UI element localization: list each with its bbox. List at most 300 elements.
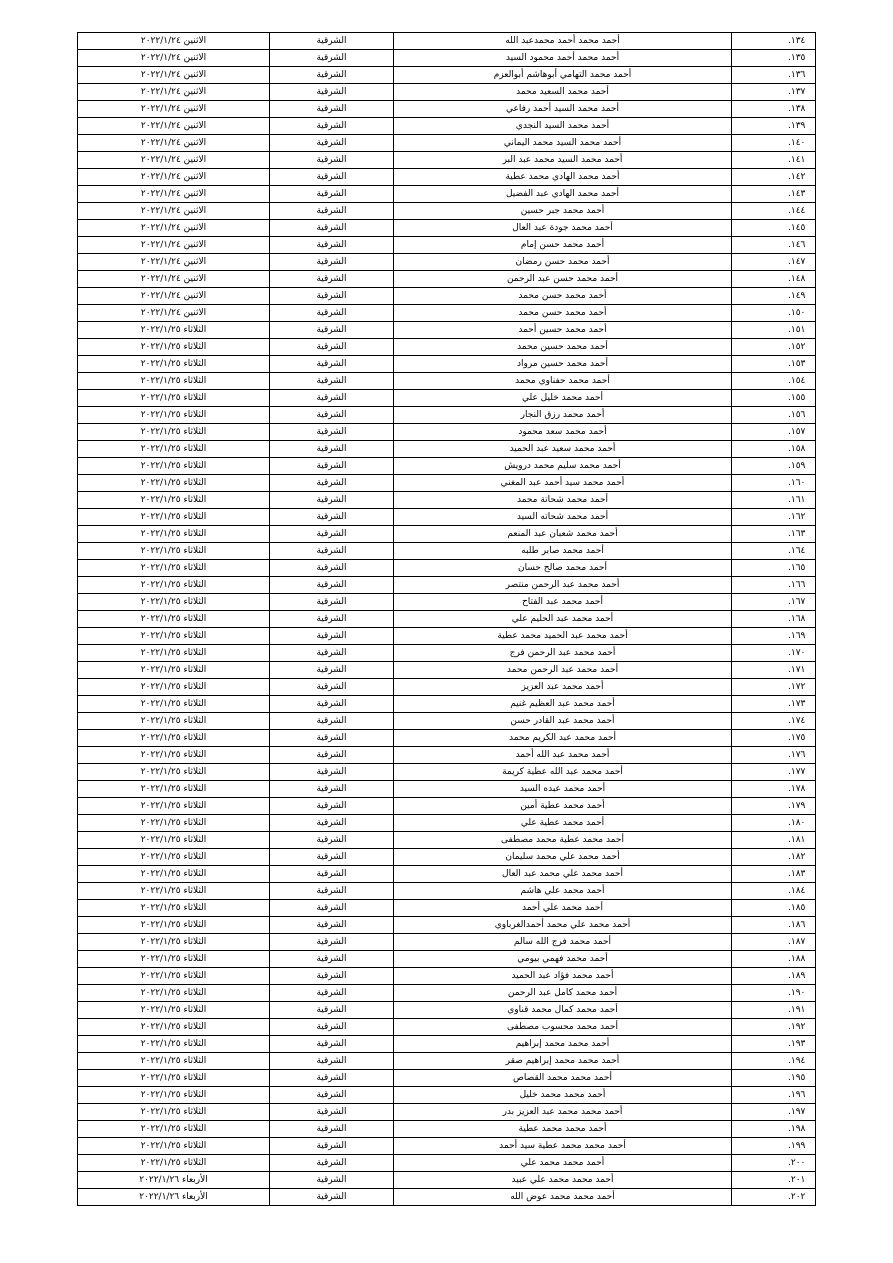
governorate-cell: الشرقية	[270, 305, 394, 322]
serial-number-cell: ١٤٢.	[732, 169, 816, 186]
name-cell: أحمد محمد علي محمد سليمان	[394, 849, 732, 866]
table-row	[78, 288, 816, 305]
date-cell: الاثنين ٢٠٢٢/١/٢٤	[78, 152, 270, 169]
date-cell: الاثنين ٢٠٢٢/١/٢٤	[78, 220, 270, 237]
table-row	[78, 968, 816, 985]
serial-number-cell: ١٥٣.	[732, 356, 816, 373]
table-row	[78, 1104, 816, 1121]
governorate-cell: الشرقية	[270, 356, 394, 373]
governorate-cell: الشرقية	[270, 849, 394, 866]
serial-number-cell: ١٥٨.	[732, 441, 816, 458]
table-row	[78, 101, 816, 118]
date-cell: الثلاثاء ٢٠٢٢/١/٢٥	[78, 475, 270, 492]
name-cell: أحمد محمد حسن إمام	[394, 237, 732, 254]
serial-number-cell: ١٤٨.	[732, 271, 816, 288]
table-row	[78, 543, 816, 560]
table-row	[78, 1189, 816, 1206]
serial-number-cell: ١٨٨.	[732, 951, 816, 968]
serial-number-cell: ١٨٧.	[732, 934, 816, 951]
date-cell: الثلاثاء ٢٠٢٢/١/٢٥	[78, 458, 270, 475]
serial-number-cell: ١٦٨.	[732, 611, 816, 628]
name-cell: أحمد محمد حسن عبد الرحمن	[394, 271, 732, 288]
name-cell: أحمد محمد محمد عوض الله	[394, 1189, 732, 1206]
date-cell: الثلاثاء ٢٠٢٢/١/٢٥	[78, 577, 270, 594]
governorate-cell: الشرقية	[270, 1019, 394, 1036]
name-cell: أحمد محمد محمد عطية سيد أحمد	[394, 1138, 732, 1155]
governorate-cell: الشرقية	[270, 322, 394, 339]
date-cell: الثلاثاء ٢٠٢٢/١/٢٥	[78, 390, 270, 407]
date-cell: الاثنين ٢٠٢٢/١/٢٤	[78, 203, 270, 220]
date-cell: الثلاثاء ٢٠٢٢/١/٢٥	[78, 900, 270, 917]
table-row	[78, 900, 816, 917]
date-cell: الاثنين ٢٠٢٢/١/٢٤	[78, 84, 270, 101]
name-cell: أحمد محمد أحمد محمدعبد الله	[394, 33, 732, 50]
date-cell: الثلاثاء ٢٠٢٢/١/٢٥	[78, 339, 270, 356]
serial-number-cell: ١٣٧.	[732, 84, 816, 101]
table-row	[78, 1172, 816, 1189]
table-row	[78, 713, 816, 730]
name-cell: أحمد محمد عبد الحميد محمد عطية	[394, 628, 732, 645]
governorate-cell: الشرقية	[270, 934, 394, 951]
table-row	[78, 390, 816, 407]
table-row	[78, 934, 816, 951]
governorate-cell: الشرقية	[270, 1104, 394, 1121]
serial-number-cell: ١٥٧.	[732, 424, 816, 441]
serial-number-cell: ٢٠١.	[732, 1172, 816, 1189]
serial-number-cell: ١٩٠.	[732, 985, 816, 1002]
date-cell: الاثنين ٢٠٢٢/١/٢٤	[78, 33, 270, 50]
name-cell: أحمد محمد حسن محمد	[394, 305, 732, 322]
governorate-cell: الشرقية	[270, 271, 394, 288]
name-cell: أحمد محمد عطية علي	[394, 815, 732, 832]
date-cell: الثلاثاء ٢٠٢٢/١/٢٥	[78, 492, 270, 509]
table-row	[78, 662, 816, 679]
governorate-cell: الشرقية	[270, 696, 394, 713]
name-cell: أحمد محمد سعد محمود	[394, 424, 732, 441]
table-row	[78, 866, 816, 883]
date-cell: الاثنين ٢٠٢٢/١/٢٤	[78, 237, 270, 254]
table-row	[78, 798, 816, 815]
governorate-cell: الشرقية	[270, 509, 394, 526]
date-cell: الثلاثاء ٢٠٢٢/١/٢٥	[78, 1002, 270, 1019]
table-row	[78, 271, 816, 288]
table-row	[78, 67, 816, 84]
serial-number-cell: ١٥١.	[732, 322, 816, 339]
governorate-cell: الشرقية	[270, 118, 394, 135]
table-row	[78, 985, 816, 1002]
name-cell: أحمد محمد فهمي بيومي	[394, 951, 732, 968]
table-row	[78, 764, 816, 781]
table-row	[78, 730, 816, 747]
name-cell: أحمد محمد عبد الكريم محمد	[394, 730, 732, 747]
serial-number-cell: ١٨٦.	[732, 917, 816, 934]
name-cell: أحمد محمد الهادي محمد عطية	[394, 169, 732, 186]
name-cell: أحمد محمد صابر طلبه	[394, 543, 732, 560]
date-cell: الثلاثاء ٢٠٢٢/١/٢٥	[78, 1087, 270, 1104]
serial-number-cell: ١٨٥.	[732, 900, 816, 917]
governorate-cell: الشرقية	[270, 135, 394, 152]
name-cell: أحمد محمد خليل علي	[394, 390, 732, 407]
governorate-cell: الشرقية	[270, 798, 394, 815]
governorate-cell: الشرقية	[270, 883, 394, 900]
date-cell: الثلاثاء ٢٠٢٢/١/٢٥	[78, 509, 270, 526]
date-cell: الاثنين ٢٠٢٢/١/٢٤	[78, 288, 270, 305]
name-cell: أحمد محمد محسوب مصطفى	[394, 1019, 732, 1036]
date-cell: الثلاثاء ٢٠٢٢/١/٢٥	[78, 628, 270, 645]
governorate-cell: الشرقية	[270, 390, 394, 407]
serial-number-cell: ٢٠٠.	[732, 1155, 816, 1172]
date-cell: الثلاثاء ٢٠٢٢/١/٢٥	[78, 1121, 270, 1138]
date-cell: الثلاثاء ٢٠٢٢/١/٢٥	[78, 849, 270, 866]
date-cell: الاثنين ٢٠٢٢/١/٢٤	[78, 118, 270, 135]
serial-number-cell: ١٣٤.	[732, 33, 816, 50]
serial-number-cell: ١٥٩.	[732, 458, 816, 475]
name-cell: أحمد محمد محمد علي عبيد	[394, 1172, 732, 1189]
name-cell: أحمد محمد حسن رمضان	[394, 254, 732, 271]
governorate-cell: الشرقية	[270, 611, 394, 628]
name-cell: أحمد محمد حسين أحمد	[394, 322, 732, 339]
serial-number-cell: ١٨٣.	[732, 866, 816, 883]
governorate-cell: الشرقية	[270, 1002, 394, 1019]
governorate-cell: الشرقية	[270, 543, 394, 560]
governorate-cell: الشرقية	[270, 1036, 394, 1053]
serial-number-cell: ١٨٤.	[732, 883, 816, 900]
name-cell: أحمد محمد جبر حسين	[394, 203, 732, 220]
name-cell: أحمد محمد محمد إبراهيم صقر	[394, 1053, 732, 1070]
date-cell: الثلاثاء ٢٠٢٢/١/٢٥	[78, 645, 270, 662]
date-cell: الاثنين ٢٠٢٢/١/٢٤	[78, 67, 270, 84]
date-cell: الثلاثاء ٢٠٢٢/١/٢٥	[78, 883, 270, 900]
serial-number-cell: ١٧١.	[732, 662, 816, 679]
serial-number-cell: ١٦٣.	[732, 526, 816, 543]
table-row	[78, 645, 816, 662]
serial-number-cell: ١٤٥.	[732, 220, 816, 237]
table-row	[78, 441, 816, 458]
governorate-cell: الشرقية	[270, 951, 394, 968]
name-cell: أحمد محمد محمد علي	[394, 1155, 732, 1172]
name-cell: أحمد محمد صالح حسان	[394, 560, 732, 577]
name-cell: أحمد محمد السعيد محمد	[394, 84, 732, 101]
governorate-cell: الشرقية	[270, 84, 394, 101]
roster-table	[77, 32, 816, 1206]
name-cell: أحمد محمد كمال محمد قناوي	[394, 1002, 732, 1019]
name-cell: أحمد محمد عبد القادر حسن	[394, 713, 732, 730]
name-cell: أحمد محمد التهامي أبوهاشم أبوالعزم	[394, 67, 732, 84]
serial-number-cell: ١٣٦.	[732, 67, 816, 84]
name-cell: أحمد محمد علي محمد أحمدالغرباوي	[394, 917, 732, 934]
table-row	[78, 560, 816, 577]
serial-number-cell: ١٧٦.	[732, 747, 816, 764]
table-row	[78, 1121, 816, 1138]
date-cell: الثلاثاء ٢٠٢٢/١/٢٥	[78, 594, 270, 611]
table-row	[78, 322, 816, 339]
governorate-cell: الشرقية	[270, 662, 394, 679]
name-cell: أحمد محمد محمد خليل	[394, 1087, 732, 1104]
table-row	[78, 33, 816, 50]
date-cell: الثلاثاء ٢٠٢٢/١/٢٥	[78, 611, 270, 628]
name-cell: أحمد محمد السيد محمد اليماني	[394, 135, 732, 152]
date-cell: الثلاثاء ٢٠٢٢/١/٢٥	[78, 764, 270, 781]
table-row	[78, 679, 816, 696]
table-row	[78, 509, 816, 526]
serial-number-cell: ١٧٩.	[732, 798, 816, 815]
name-cell: أحمد محمد علي أحمد	[394, 900, 732, 917]
table-row	[78, 50, 816, 67]
name-cell: أحمد محمد شعبان عبد المنعم	[394, 526, 732, 543]
name-cell: أحمد محمد الهادي عبد الفضيل	[394, 186, 732, 203]
serial-number-cell: ١٥٢.	[732, 339, 816, 356]
table-row	[78, 254, 816, 271]
serial-number-cell: ١٧٥.	[732, 730, 816, 747]
name-cell: أحمد محمد عبد الله أحمد	[394, 747, 732, 764]
serial-number-cell: ١٩٦.	[732, 1087, 816, 1104]
name-cell: أحمد محمد رزق النجار	[394, 407, 732, 424]
serial-number-cell: ١٤٩.	[732, 288, 816, 305]
date-cell: الاثنين ٢٠٢٢/١/٢٤	[78, 254, 270, 271]
date-cell: الثلاثاء ٢٠٢٢/١/٢٥	[78, 424, 270, 441]
date-cell: الاثنين ٢٠٢٢/١/٢٤	[78, 101, 270, 118]
governorate-cell: الشرقية	[270, 50, 394, 67]
table-row	[78, 577, 816, 594]
date-cell: الثلاثاء ٢٠٢٢/١/٢٥	[78, 815, 270, 832]
governorate-cell: الشرقية	[270, 1172, 394, 1189]
date-cell: الثلاثاء ٢٠٢٢/١/٢٥	[78, 560, 270, 577]
serial-number-cell: ١٣٩.	[732, 118, 816, 135]
date-cell: الثلاثاء ٢٠٢٢/١/٢٥	[78, 322, 270, 339]
table-row	[78, 526, 816, 543]
serial-number-cell: ١٦٥.	[732, 560, 816, 577]
governorate-cell: الشرقية	[270, 101, 394, 118]
serial-number-cell: ١٦٢.	[732, 509, 816, 526]
date-cell: الأربعاء ٢٠٢٢/١/٢٦	[78, 1172, 270, 1189]
table-row	[78, 849, 816, 866]
name-cell: أحمد محمد جودة عبد العال	[394, 220, 732, 237]
name-cell: أحمد محمد شحاتة محمد	[394, 492, 732, 509]
date-cell: الثلاثاء ٢٠٢٢/١/٢٥	[78, 1019, 270, 1036]
governorate-cell: الشرقية	[270, 237, 394, 254]
name-cell: أحمد محمد السيد أحمد رفاعي	[394, 101, 732, 118]
serial-number-cell: ١٣٨.	[732, 101, 816, 118]
governorate-cell: الشرقية	[270, 866, 394, 883]
serial-number-cell: ١٤٣.	[732, 186, 816, 203]
date-cell: الثلاثاء ٢٠٢٢/١/٢٥	[78, 968, 270, 985]
date-cell: الثلاثاء ٢٠٢٢/١/٢٥	[78, 1155, 270, 1172]
name-cell: أحمد محمد فرج الله سالم	[394, 934, 732, 951]
name-cell: أحمد محمد حفناوي محمد	[394, 373, 732, 390]
table-row	[78, 458, 816, 475]
governorate-cell: الشرقية	[270, 560, 394, 577]
serial-number-cell: ١٧٣.	[732, 696, 816, 713]
date-cell: الثلاثاء ٢٠٢٢/١/٢٥	[78, 526, 270, 543]
governorate-cell: الشرقية	[270, 1121, 394, 1138]
table-row	[78, 1036, 816, 1053]
table-row	[78, 781, 816, 798]
serial-number-cell: ١٨٠.	[732, 815, 816, 832]
governorate-cell: الشرقية	[270, 33, 394, 50]
name-cell: أحمد محمد حسن محمد	[394, 288, 732, 305]
table-row	[78, 696, 816, 713]
name-cell: أحمد محمد حسين محمد	[394, 339, 732, 356]
governorate-cell: الشرقية	[270, 67, 394, 84]
name-cell: أحمد محمد عبد الحليم علي	[394, 611, 732, 628]
date-cell: الثلاثاء ٢٠٢٢/١/٢٥	[78, 1053, 270, 1070]
serial-number-cell: ١٩٨.	[732, 1121, 816, 1138]
serial-number-cell: ١٥٥.	[732, 390, 816, 407]
table-row	[78, 832, 816, 849]
name-cell: أحمد محمد عبد الرحمن محمد	[394, 662, 732, 679]
name-cell: أحمد محمد علي هاشم	[394, 883, 732, 900]
name-cell: أحمد محمد عبد الله عطية كريمة	[394, 764, 732, 781]
governorate-cell: الشرقية	[270, 985, 394, 1002]
serial-number-cell: ١٣٥.	[732, 50, 816, 67]
serial-number-cell: ١٦٩.	[732, 628, 816, 645]
table-row	[78, 475, 816, 492]
governorate-cell: الشرقية	[270, 645, 394, 662]
governorate-cell: الشرقية	[270, 441, 394, 458]
table-row	[78, 237, 816, 254]
table-row	[78, 628, 816, 645]
table-row	[78, 1053, 816, 1070]
roster-sheet	[77, 32, 815, 1206]
governorate-cell: الشرقية	[270, 288, 394, 305]
date-cell: الثلاثاء ٢٠٢٢/١/٢٥	[78, 730, 270, 747]
table-row	[78, 747, 816, 764]
table-row	[78, 424, 816, 441]
table-row	[78, 1002, 816, 1019]
governorate-cell: الشرقية	[270, 747, 394, 764]
date-cell: الاثنين ٢٠٢٢/١/٢٤	[78, 186, 270, 203]
governorate-cell: الشرقية	[270, 407, 394, 424]
date-cell: الثلاثاء ٢٠٢٢/١/٢٥	[78, 866, 270, 883]
governorate-cell: الشرقية	[270, 917, 394, 934]
serial-number-cell: ١٤٦.	[732, 237, 816, 254]
name-cell: أحمد محمد عبد العظيم غنيم	[394, 696, 732, 713]
name-cell: أحمد محمد السيد النجدي	[394, 118, 732, 135]
table-row	[78, 186, 816, 203]
table-row	[78, 492, 816, 509]
governorate-cell: الشرقية	[270, 628, 394, 645]
date-cell: الثلاثاء ٢٠٢٢/١/٢٥	[78, 373, 270, 390]
date-cell: الثلاثاء ٢٠٢٢/١/٢٥	[78, 1070, 270, 1087]
table-row	[78, 305, 816, 322]
serial-number-cell: ١٤٧.	[732, 254, 816, 271]
table-row	[78, 1138, 816, 1155]
name-cell: أحمد محمد أحمد محمود السيد	[394, 50, 732, 67]
date-cell: الثلاثاء ٢٠٢٢/١/٢٥	[78, 1036, 270, 1053]
date-cell: الثلاثاء ٢٠٢٢/١/٢٥	[78, 662, 270, 679]
governorate-cell: الشرقية	[270, 458, 394, 475]
governorate-cell: الشرقية	[270, 594, 394, 611]
name-cell: أحمد محمد عطية أمين	[394, 798, 732, 815]
table-row	[78, 951, 816, 968]
serial-number-cell: ١٩٤.	[732, 1053, 816, 1070]
serial-number-cell: ٢٠٢.	[732, 1189, 816, 1206]
governorate-cell: الشرقية	[270, 373, 394, 390]
name-cell: أحمد محمد محمد إبراهيم	[394, 1036, 732, 1053]
table-row	[78, 1019, 816, 1036]
governorate-cell: الشرقية	[270, 152, 394, 169]
serial-number-cell: ١٩٧.	[732, 1104, 816, 1121]
name-cell: أحمد محمد حسين مرواد	[394, 356, 732, 373]
name-cell: أحمد محمد عبده السيد	[394, 781, 732, 798]
serial-number-cell: ١٥٤.	[732, 373, 816, 390]
table-row	[78, 1087, 816, 1104]
date-cell: الثلاثاء ٢٠٢٢/١/٢٥	[78, 696, 270, 713]
governorate-cell: الشرقية	[270, 832, 394, 849]
serial-number-cell: ١٩٣.	[732, 1036, 816, 1053]
governorate-cell: الشرقية	[270, 679, 394, 696]
name-cell: أحمد محمد سعيد عبد الحميد	[394, 441, 732, 458]
serial-number-cell: ١٦٧.	[732, 594, 816, 611]
table-row	[78, 356, 816, 373]
serial-number-cell: ١٥٠.	[732, 305, 816, 322]
table-row	[78, 815, 816, 832]
governorate-cell: الشرقية	[270, 1138, 394, 1155]
table-row	[78, 917, 816, 934]
governorate-cell: الشرقية	[270, 1087, 394, 1104]
serial-number-cell: ١٦٤.	[732, 543, 816, 560]
name-cell: أحمد محمد عطية محمد مصطفى	[394, 832, 732, 849]
name-cell: أحمد محمد عبد الرحمن منتصر	[394, 577, 732, 594]
table-row	[78, 118, 816, 135]
date-cell: الاثنين ٢٠٢٢/١/٢٤	[78, 169, 270, 186]
governorate-cell: الشرقية	[270, 169, 394, 186]
date-cell: الثلاثاء ٢٠٢٢/١/٢٥	[78, 781, 270, 798]
name-cell: أحمد محمد سيد أحمد عبد المغني	[394, 475, 732, 492]
date-cell: الأربعاء ٢٠٢٢/١/٢٦	[78, 1189, 270, 1206]
governorate-cell: الشرقية	[270, 968, 394, 985]
table-row	[78, 373, 816, 390]
date-cell: الثلاثاء ٢٠٢٢/١/٢٥	[78, 1138, 270, 1155]
table-row	[78, 1155, 816, 1172]
date-cell: الثلاثاء ٢٠٢٢/١/٢٥	[78, 1104, 270, 1121]
date-cell: الثلاثاء ٢٠٢٢/١/٢٥	[78, 798, 270, 815]
serial-number-cell: ١٧٠.	[732, 645, 816, 662]
governorate-cell: الشرقية	[270, 1070, 394, 1087]
date-cell: الثلاثاء ٢٠٢٢/١/٢٥	[78, 356, 270, 373]
serial-number-cell: ١٦١.	[732, 492, 816, 509]
date-cell: الاثنين ٢٠٢٢/١/٢٤	[78, 135, 270, 152]
serial-number-cell: ١٩٢.	[732, 1019, 816, 1036]
governorate-cell: الشرقية	[270, 186, 394, 203]
table-row	[78, 407, 816, 424]
date-cell: الثلاثاء ٢٠٢٢/١/٢٥	[78, 985, 270, 1002]
date-cell: الثلاثاء ٢٠٢٢/١/٢٥	[78, 713, 270, 730]
table-row	[78, 169, 816, 186]
serial-number-cell: ١٤٤.	[732, 203, 816, 220]
governorate-cell: الشرقية	[270, 203, 394, 220]
serial-number-cell: ١٦٦.	[732, 577, 816, 594]
table-row	[78, 883, 816, 900]
name-cell: أحمد محمد كامل عبد الرحمن	[394, 985, 732, 1002]
name-cell: أحمد محمد شحاته السيد	[394, 509, 732, 526]
governorate-cell: الشرقية	[270, 254, 394, 271]
name-cell: أحمد محمد السيد محمد عبد البر	[394, 152, 732, 169]
table-row	[78, 339, 816, 356]
serial-number-cell: ١٩٥.	[732, 1070, 816, 1087]
serial-number-cell: ١٨١.	[732, 832, 816, 849]
governorate-cell: الشرقية	[270, 1053, 394, 1070]
date-cell: الثلاثاء ٢٠٢٢/١/٢٥	[78, 543, 270, 560]
name-cell: أحمد محمد محمد عطية	[394, 1121, 732, 1138]
serial-number-cell: ١٧٧.	[732, 764, 816, 781]
name-cell: أحمد محمد عبد العزيز	[394, 679, 732, 696]
date-cell: الثلاثاء ٢٠٢٢/١/٢٥	[78, 679, 270, 696]
table-row	[78, 220, 816, 237]
date-cell: الثلاثاء ٢٠٢٢/١/٢٥	[78, 407, 270, 424]
governorate-cell: الشرقية	[270, 475, 394, 492]
table-row	[78, 203, 816, 220]
